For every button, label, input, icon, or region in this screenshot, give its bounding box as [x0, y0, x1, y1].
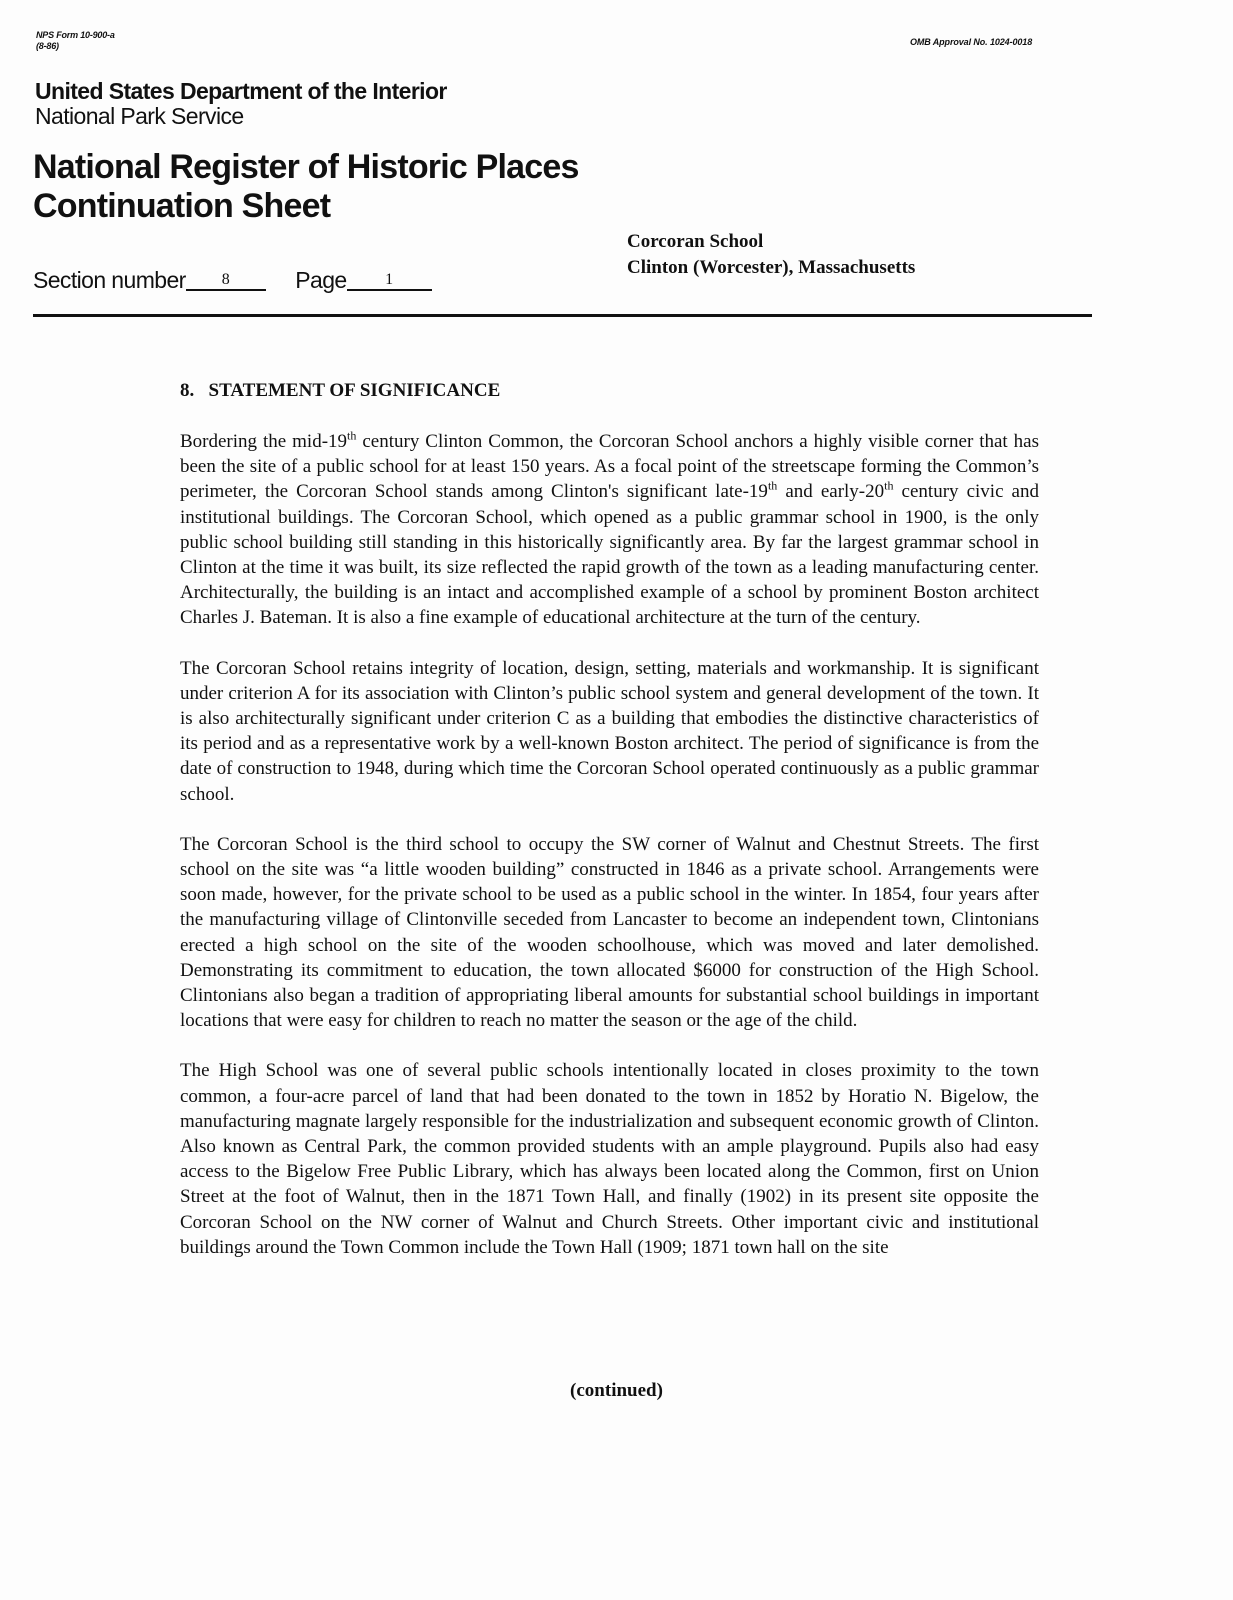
property-location: Clinton (Worcester), Massachusetts	[627, 257, 916, 278]
section-number-field: 8	[186, 271, 266, 291]
page-label: Page	[295, 267, 347, 293]
property-info	[627, 229, 915, 281]
header-divider	[33, 314, 1092, 317]
continued-note: (continued)	[570, 1380, 663, 1401]
paragraph-2: The Corcoran School retains integrity of location, design, setting, materials and workmanship. It is significant under criterion A for its association with Clinton’s public school system and general development of the town. It is also architecturally significant under criterion C as a building that embodies the distinctive characteristics of its period and as a representative work by a well-known Boston architect. The period of significance is from the date of construction to 1948, during which time the Corcoran School operated continuously as a public grammar school.	[180, 657, 1039, 805]
statement-body	[180, 378, 1039, 1285]
form-identifier	[36, 30, 115, 52]
page-number-field: 1	[347, 271, 432, 291]
department-name: United States Department of the Interior	[35, 78, 447, 104]
page-subtitle: Continuation Sheet	[33, 187, 331, 225]
property-name: Corcoran School	[627, 231, 764, 252]
section-page-line	[33, 266, 432, 294]
section-heading: 8. STATEMENT OF SIGNIFICANCE	[180, 380, 501, 401]
form-date: (8-86)	[36, 41, 59, 51]
paragraph-1: Bordering the mid-19th century Clinton Common, the Corcoran School anchors a highly visible corner that has been the site of a public school for at least 150 years. As a focal point of the streetscape forming the Common’s perimeter, the Corcoran School stands among Clinton's significant late-19th and early-20th century civic and institutional buildings. The Corcoran School, which opened as a public grammar school in 1900, is the only public school building still standing in this historically significantly area. By far the largest grammar school in Clinton at the time it was built, its size reflected the rapid growth of the town as a leading manufacturing center. Architecturally, the building is an intact and accomplished example of a school by prominent Boston architect Charles J. Bateman. It is also a fine example of educational architecture at the turn of the century.	[180, 428, 1039, 629]
paragraph-4: The High School was one of several public schools intentionally located in closes proximity to the town common, a four-acre parcel of land that had been donated to the town in 1852 by Horatio N. Bigelow, the manufacturing magnate largely responsible for the industrialization and subsequent economic growth of Clinton. Also known as Central Park, the common provided students with an ample playground. Pupils also had easy access to the Bigelow Free Public Library, which has always been located along the Common, first on Union Street at the foot of Walnut, then in the 1871 Town Hall, and finally (1902) in its present site opposite the Corcoran School on the NW corner of Walnut and Church Streets. Other important civic and institutional buildings around the Town Common include the Town Hall (1909; 1871 town hall on the site	[180, 1060, 1039, 1258]
form-number: NPS Form 10-900-a	[36, 30, 115, 40]
page-title: National Register of Historic Places	[33, 148, 579, 186]
paragraph-3: The Corcoran School is the third school to occupy the SW corner of Walnut and Chestnut Streets. The first school on the site was “a little wooden building” constructed in 1846 as a private school. Arrangements were soon made, however, for the private school to be used as a public school in the winter. In 1854, four years after the manufacturing village of Clintonville seceded from Lancaster to become an independent town, Clintonians erected a high school on the site of the wooden schoolhouse, which was moved and later demolished. Demonstrating its commitment to education, the town allocated $6000 for construction of the High School. Clintonians also began a tradition of appropriating liberal amounts for substantial school buildings in important locations that were easy for children to reach no matter the season or the age of the child.	[180, 833, 1039, 1032]
service-name: National Park Service	[35, 103, 244, 129]
section-label: Section number	[33, 267, 186, 293]
omb-approval: OMB Approval No. 1024-0018	[910, 37, 1033, 47]
